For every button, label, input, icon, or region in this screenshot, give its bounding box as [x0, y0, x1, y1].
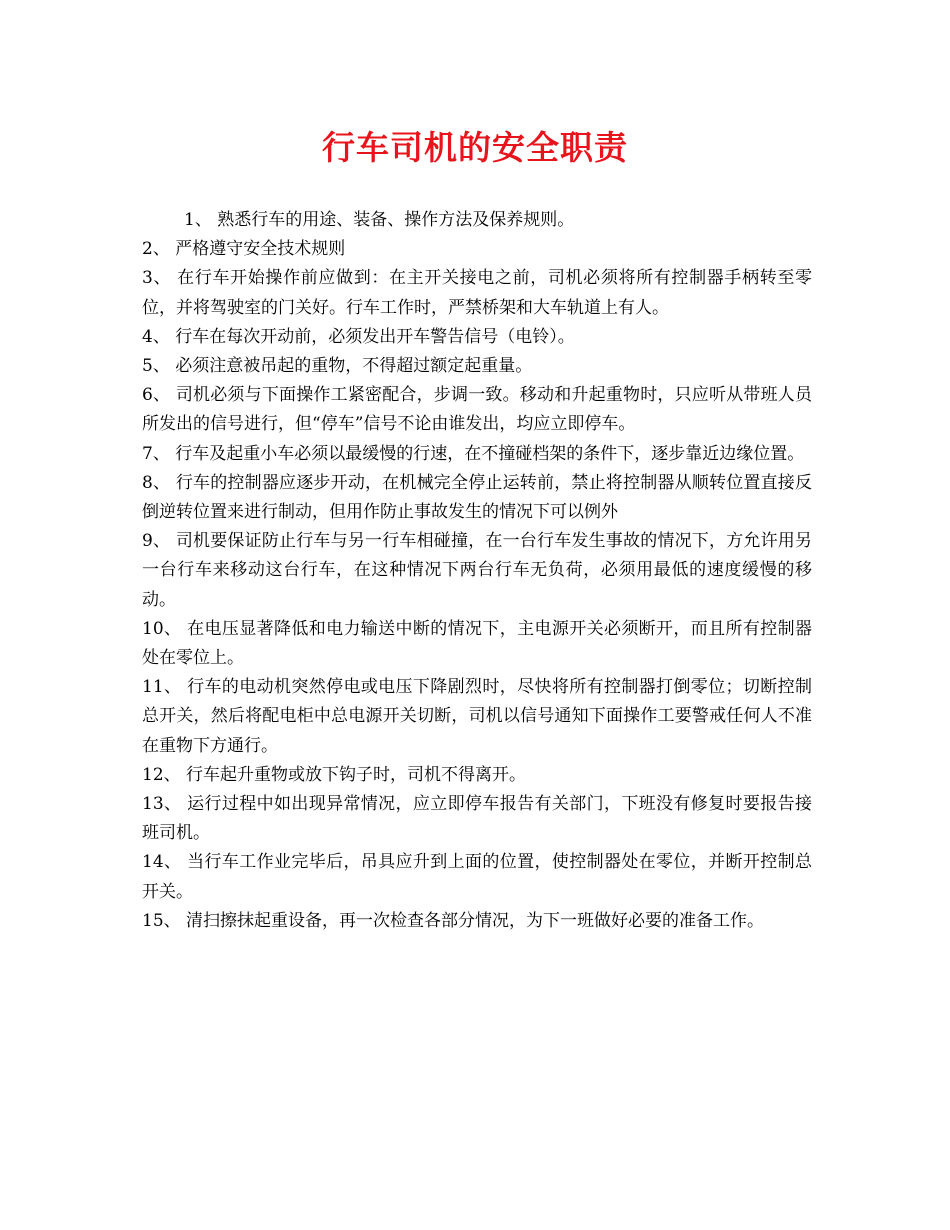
list-item-9: 9、 司机要保证防止行车与另一行车相碰撞，在一台行车发生事故的情况下，方允许用另一台行车来移动这台行车，在这种情况下两台行车无负荷，必须用最低的速度缓慢的移动。: [142, 531, 812, 610]
list-item-1: 1、 熟悉行车的用途、装备、操作方法及保养规则。: [184, 210, 575, 230]
list-item-4: 4、 行车在每次开动前，必须发出开车警告信号（电铃）。: [142, 326, 575, 347]
list-item-12: 12、 行车起升重物或放下钩子时，司机不得离开。: [142, 764, 527, 785]
list-item-11: 11、 行车的电动机突然停电或电压下降剧烈时，尽快将所有控制器打倒零位；切断控制总开关，然后将配电柜中总电源开关切断，司机以信号通知下面操作工要警戒任何人不准在重物下方通行。: [142, 677, 812, 756]
list-item-15: 15、 清扫擦抹起重设备，再一次检查各部分情况，为下一班做好必要的准备工作。: [142, 910, 765, 931]
list-item-13: 13、 运行过程中如出现异常情况，应立即停车报告有关部门，下班没有修复时要报告接班司机。: [142, 794, 812, 844]
list-item-5: 5、 必须注意被吊起的重物，不得超过额定起重量。: [142, 356, 533, 377]
document-body: [142, 206, 812, 936]
list-item-3: 3、 在行车开始操作前应做到：在主开关接电之前，司机必须将所有控制器手柄转至零位，并将驾驶室的门关好。行车工作时，严禁桥架和大车轨道上有人。: [142, 268, 812, 318]
document-title: 行车司机的安全职责: [322, 128, 628, 167]
list-item-14: 14、 当行车工作业完毕后，吊具应升到上面的位置，使控制器处在零位，并断开控制总开关。: [142, 852, 812, 902]
list-item-7: 7、 行车及起重小车必须以最缓慢的行速，在不撞碰档架的条件下，逐步靠近边缘位置。: [142, 443, 805, 464]
list-item-6: 6、 司机必须与下面操作工紧密配合，步调一致。移动和升起重物时，只应听从带班人员所发出的信号进行，但“停车”信号不论由谁发出，均应立即停车。: [142, 385, 812, 435]
list-item-2: 2、 严格遵守安全技术规则: [142, 239, 346, 260]
list-item-8: 8、 行车的控制器应逐步开动，在机械完全停止运转前，禁止将控制器从顺转位置直接反倒逆转位置来进行制动，但用作防止事故发生的情况下可以例外: [142, 472, 812, 523]
list-item-10: 10、 在电压显著降低和电力输送中断的情况下，主电源开关必须断开，而且所有控制器处在零位上。: [142, 618, 812, 669]
